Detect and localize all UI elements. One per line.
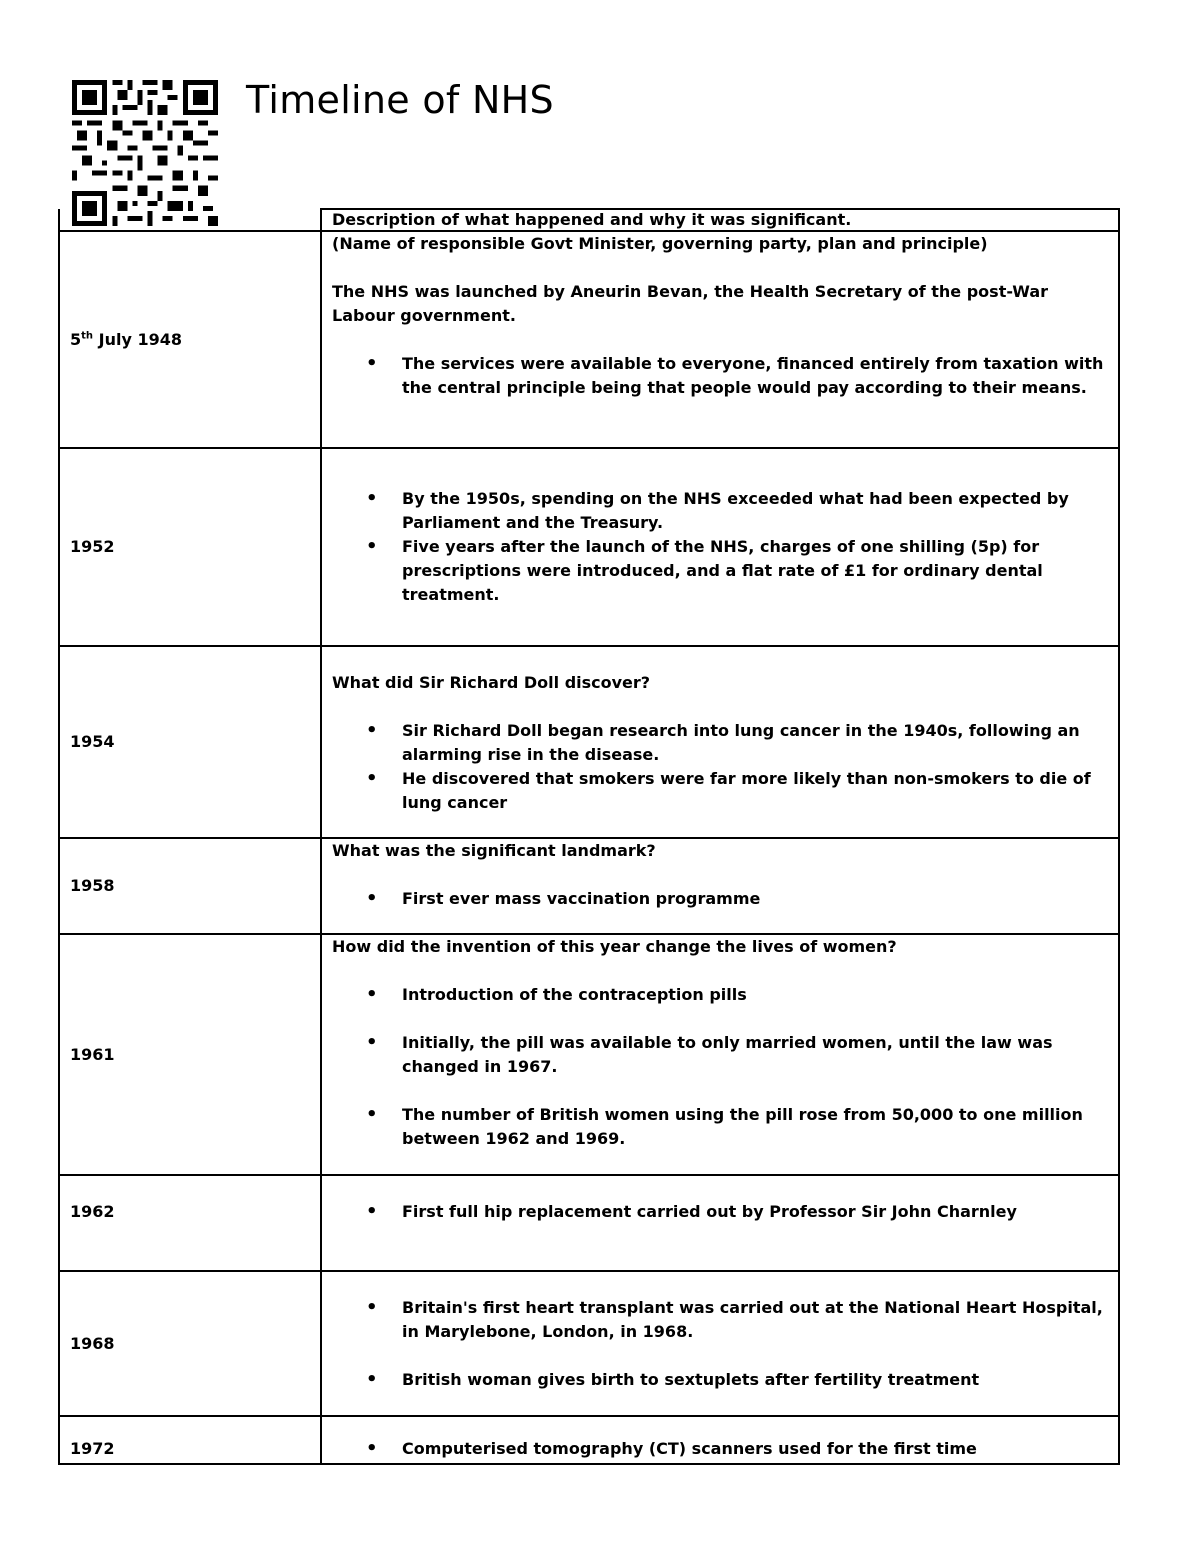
- row-description: [321, 934, 1119, 1175]
- row-date: 5th July 1948: [59, 231, 321, 448]
- list-item: • Britain's first heart transplant was carried out at the National Heart Hospital, in Marylebone, London, in 1968.: [332, 1296, 1108, 1344]
- table-row: [59, 231, 1119, 448]
- row-lead: What did Sir Richard Doll discover?: [332, 673, 651, 692]
- row-description: [321, 838, 1119, 934]
- bullet-list: [332, 487, 1108, 607]
- table-row: [59, 448, 1119, 646]
- row-description: [321, 231, 1119, 448]
- table-row: [59, 1175, 1119, 1271]
- row-date: 1954: [59, 646, 321, 838]
- bullet-list: [332, 983, 1108, 1151]
- header-date-cell: [59, 209, 321, 231]
- table-row: [59, 1416, 1119, 1464]
- bullet-list: [332, 1200, 1108, 1224]
- list-item: • He discovered that smokers were far more likely than non-smokers to die of lung cancer: [332, 767, 1108, 815]
- bullet-list: [332, 719, 1108, 815]
- list-item: • The number of British women using the pill rose from 50,000 to one million between 1962 and 1969.: [332, 1103, 1108, 1151]
- timeline-table: [58, 208, 1120, 1465]
- row-text: The NHS was launched by Aneurin Bevan, the Health Secretary of the post-War Labour government.: [332, 282, 1049, 325]
- row-date: 1968: [59, 1271, 321, 1416]
- header-description: Description of what happened and why it was significant.: [321, 209, 1119, 231]
- page-title: Timeline of NHS: [246, 78, 554, 122]
- table-header-row: [59, 209, 1119, 231]
- row-date: 1961: [59, 934, 321, 1175]
- list-item: • Initially, the pill was available to only married women, until the law was changed in 1967.: [332, 1031, 1108, 1079]
- table-row: [59, 1271, 1119, 1416]
- table-row: [59, 838, 1119, 934]
- row-description: [321, 646, 1119, 838]
- row-date: 1952: [59, 448, 321, 646]
- list-item: • Five years after the launch of the NHS, charges of one shilling (5p) for prescriptions were introduced, and a flat rate of £1 for ordinary dental treatment.: [332, 535, 1108, 607]
- list-item: • First ever mass vaccination programme: [332, 887, 1108, 911]
- table-row: [59, 934, 1119, 1175]
- list-item: • First full hip replacement carried out by Professor Sir John Charnley: [332, 1200, 1108, 1224]
- row-description: [321, 1416, 1119, 1464]
- list-item: • Sir Richard Doll began research into lung cancer in the 1940s, following an alarming rise in the disease.: [332, 719, 1108, 767]
- row-description: [321, 1271, 1119, 1416]
- bullet-list: [332, 352, 1108, 400]
- row-description: [321, 1175, 1119, 1271]
- list-item: • By the 1950s, spending on the NHS exceeded what had been expected by Parliament and the Treasury.: [332, 487, 1108, 535]
- list-item: • Introduction of the contraception pills: [332, 983, 1108, 1007]
- list-item: • The services were available to everyone, financed entirely from taxation with the central principle being that people would pay according to their means.: [332, 352, 1108, 400]
- list-item: • British woman gives birth to sextuplets after fertility treatment: [332, 1368, 1108, 1392]
- bullet-list: [332, 1437, 1108, 1461]
- row-date: 1958: [59, 838, 321, 934]
- qr-code: [72, 80, 218, 226]
- row-lead: How did the invention of this year change the lives of women?: [332, 937, 897, 956]
- row-description: [321, 448, 1119, 646]
- row-date: 1972: [59, 1416, 321, 1464]
- row-date: 1962: [59, 1175, 321, 1271]
- row-lead: What was the significant landmark?: [332, 841, 656, 860]
- table-row: [59, 646, 1119, 838]
- bullet-list: [332, 1296, 1108, 1392]
- list-item: • Computerised tomography (CT) scanners used for the first time: [332, 1437, 1108, 1461]
- bullet-list: [332, 887, 1108, 911]
- row-lead: (Name of responsible Govt Minister, governing party, plan and principle): [332, 234, 988, 253]
